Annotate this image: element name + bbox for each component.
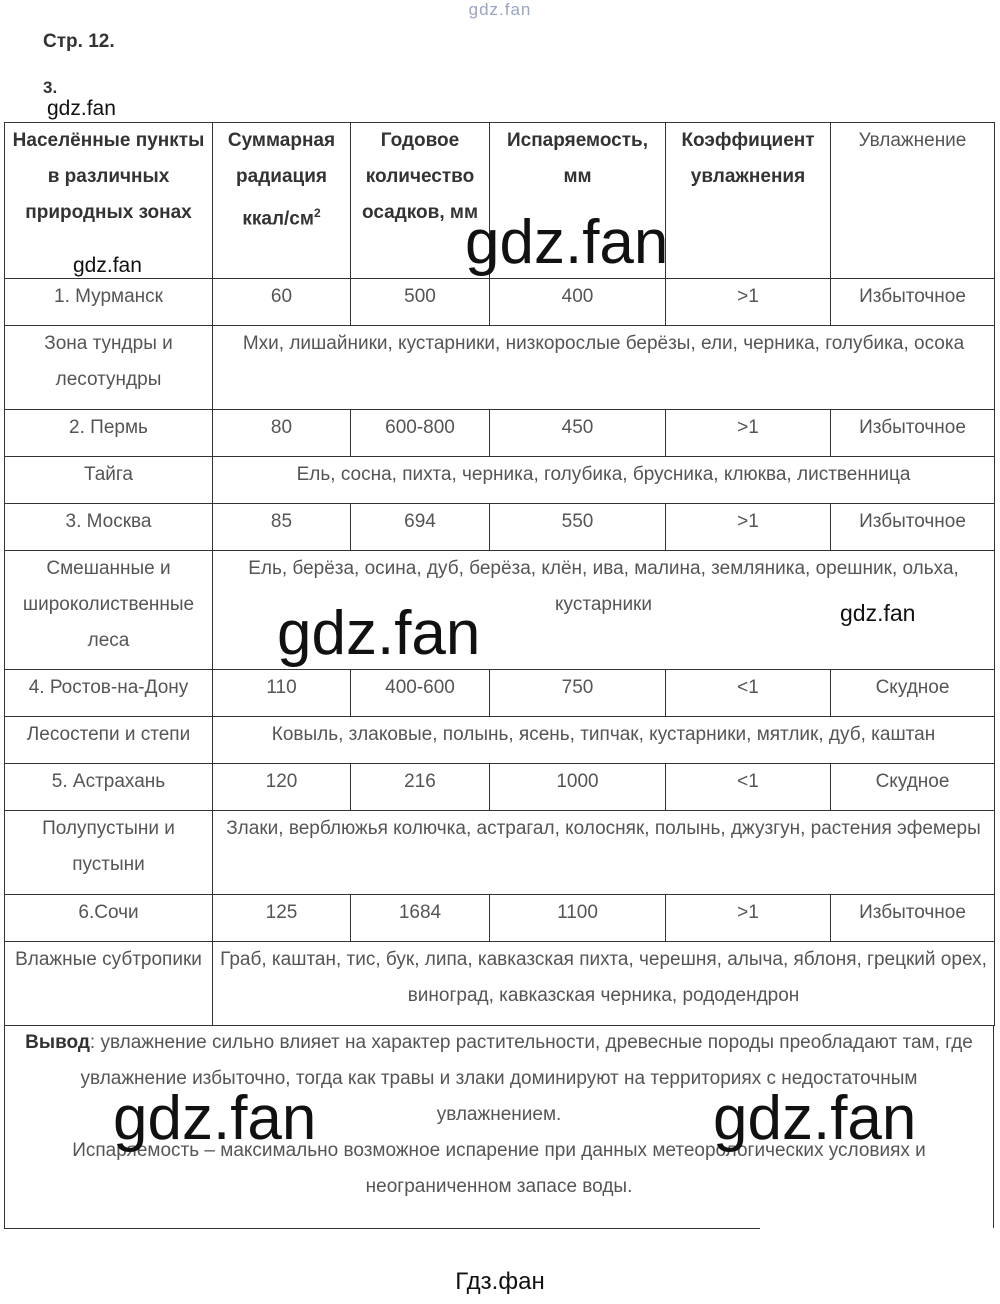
cell-city: 4. Ростов-на-Дону	[5, 670, 213, 717]
cell-zone: Лесостепи и степи	[5, 717, 213, 764]
cell-moisture: Избыточное	[831, 504, 995, 551]
table-row-data	[5, 279, 995, 326]
cell-plants: Мхи, лишайники, кустарники, низкорослые берёзы, ели, черника, голубика, осока	[213, 326, 995, 410]
cell-city: 3. Москва	[5, 504, 213, 551]
cell-moisture: Избыточное	[831, 279, 995, 326]
cell-evaporation: 750	[490, 670, 666, 717]
cell-evaporation: 1100	[490, 895, 666, 942]
cell-city: 2. Пермь	[5, 410, 213, 457]
cell-city: 1. Мурманск	[5, 279, 213, 326]
table-row-data	[5, 504, 995, 551]
cell-coefficient: >1	[666, 504, 831, 551]
conclusion-text: : увлажнение сильно влияет на характер растительности, древесные породы преобладают там, где увлажнение избыточно, тогда как травы и злаки доминируют на территориях с недостаточным увлажнением.	[80, 1032, 973, 1125]
cell-evaporation: 1000	[490, 764, 666, 811]
cell-precipitation: 694	[351, 504, 490, 551]
cell-evaporation: 450	[490, 410, 666, 457]
cell-precipitation: 600-800	[351, 410, 490, 457]
conclusion-label: Вывод	[25, 1032, 90, 1053]
cell-plants: Ель, сосна, пихта, черника, голубика, брусника, клюква, лиственница	[213, 457, 995, 504]
cell-moisture: Избыточное	[831, 895, 995, 942]
cell-radiation: 110	[213, 670, 351, 717]
cell-coefficient: <1	[666, 764, 831, 811]
cell-zone: Полупустыни и пустыни	[5, 811, 213, 895]
cell-moisture: Скудное	[831, 670, 995, 717]
cell-evaporation: 550	[490, 504, 666, 551]
header-precipitation: Годовое количество осадков, мм	[351, 123, 490, 279]
cell-plants: Злаки, верблюжья колючка, астрагал, колосняк, полынь, джузгун, растения эфемеры	[213, 811, 995, 895]
task-number: 3.	[43, 78, 58, 97]
cell-plants: Ковыль, злаковые, полынь, ясень, типчак, кустарники, мятлик, дуб, каштан	[213, 717, 995, 764]
cell-coefficient: <1	[666, 670, 831, 717]
watermark-big-2: gdz.fan	[277, 599, 481, 668]
bottom-divider	[4, 1228, 760, 1229]
header-radiation-text: Суммарная радиация ккал/см	[227, 130, 336, 230]
cell-city: 6.Сочи	[5, 895, 213, 942]
cell-precipitation: 500	[351, 279, 490, 326]
cell-radiation: 120	[213, 764, 351, 811]
cell-coefficient: >1	[666, 410, 831, 457]
header-radiation-sup: 2	[313, 206, 321, 220]
watermark-big-3: gdz.fan	[113, 1084, 317, 1153]
table-row-data	[5, 764, 995, 811]
cell-zone: Тайга	[5, 457, 213, 504]
cell-precipitation: 400-600	[351, 670, 490, 717]
watermark-top: gdz.fan	[468, 0, 532, 19]
table-row-zone	[5, 942, 995, 1026]
watermark-big-1: gdz.fan	[465, 208, 669, 277]
cell-radiation: 80	[213, 410, 351, 457]
evaporation-definition: Испаряемость – максимально возможное испарение при данных метеорологических условиях и неограниченном запасе воды.	[72, 1140, 926, 1197]
cell-plants: Граб, каштан, тис, бук, липа, кавказская пихта, черешня, алыча, яблоня, грецкий орех, виноград, кавказская черника, рододендрон	[213, 942, 995, 1026]
header-evaporation: Испаряемость, мм	[490, 123, 666, 279]
footer-site-name: Гдз.фан	[455, 1268, 545, 1295]
cell-zone: Зона тундры и лесотундры	[5, 326, 213, 410]
table-row-zone	[5, 717, 995, 764]
cell-zone: Смешанные и широколиственные леса	[5, 551, 213, 670]
watermark-big-4: gdz.fan	[713, 1084, 917, 1153]
cell-moisture: Скудное	[831, 764, 995, 811]
table-row-data	[5, 410, 995, 457]
cell-radiation: 60	[213, 279, 351, 326]
cell-city: 5. Астрахань	[5, 764, 213, 811]
header-settlements: Населённые пункты в различных природных зонах	[5, 123, 213, 279]
cell-radiation: 85	[213, 504, 351, 551]
watermark-small-1: gdz.fan	[47, 97, 116, 120]
header-moisture: Увлажнение	[831, 123, 995, 279]
watermark-small-2: gdz.fan	[73, 254, 142, 277]
cell-zone: Влажные субтропики	[5, 942, 213, 1026]
cell-coefficient: >1	[666, 279, 831, 326]
cell-radiation: 125	[213, 895, 351, 942]
table-row-zone	[5, 811, 995, 895]
header-radiation	[213, 123, 351, 279]
table-row-data	[5, 670, 995, 717]
cell-plants: Ель, берёза, осина, дуб, берёза, клён, ива, малина, земляника, орешник, ольха, кустарники	[213, 551, 995, 670]
cell-precipitation: 1684	[351, 895, 490, 942]
page-reference: Стр. 12.	[43, 31, 115, 52]
cell-evaporation: 400	[490, 279, 666, 326]
table-row-data	[5, 895, 995, 942]
watermark-small-3: gdz.fan	[840, 600, 916, 626]
cell-precipitation: 216	[351, 764, 490, 811]
table-row-zone	[5, 326, 995, 410]
cell-moisture: Избыточное	[831, 410, 995, 457]
header-coefficient: Коэффициент увлажнения	[666, 123, 831, 279]
cell-coefficient: >1	[666, 895, 831, 942]
table-row-zone	[5, 457, 995, 504]
